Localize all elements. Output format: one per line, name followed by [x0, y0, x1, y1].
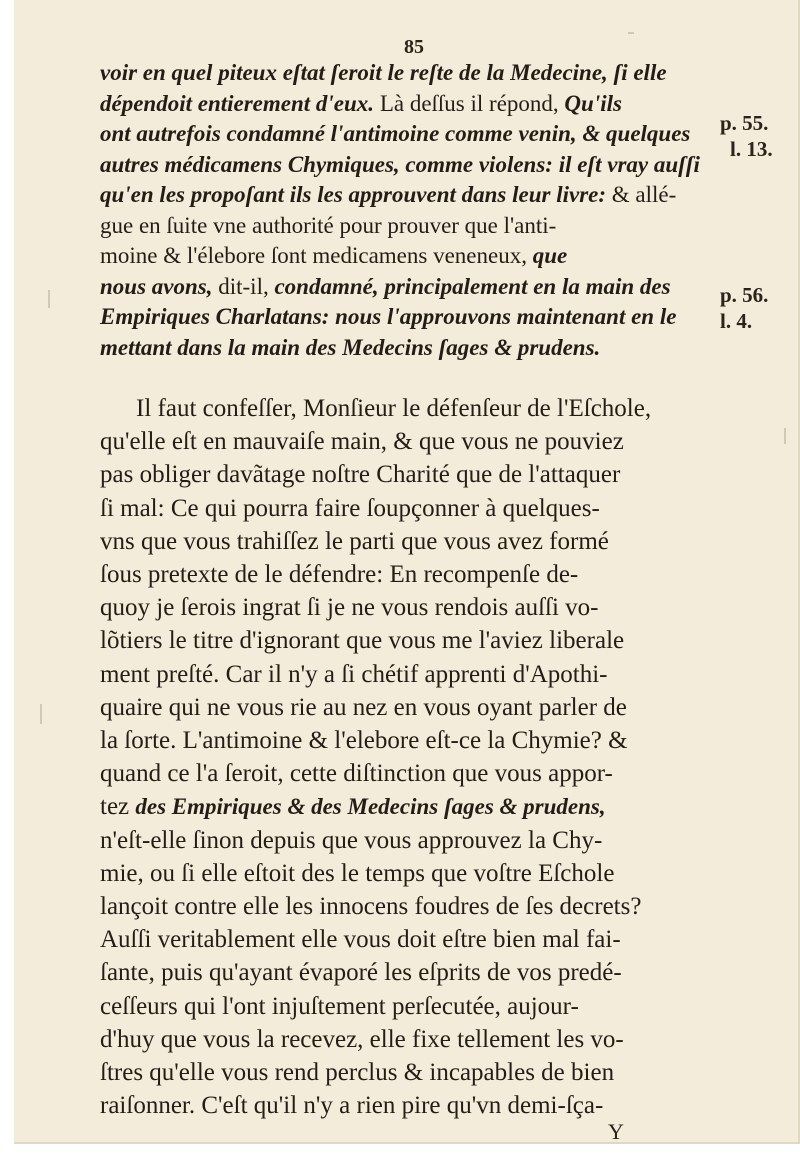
quote-fragment: dépendoit entierement d'eux. [100, 90, 375, 116]
quote-line: autres médicamens Chymiques, comme violens: il eſt vray auſſi [100, 151, 700, 177]
book-page [14, 0, 800, 1144]
body-line: quand ce l'a ſeroit, cette diſtinction que vous appor- [100, 760, 613, 788]
body-paragraph [100, 392, 730, 1122]
body-fragment: tez [100, 793, 136, 821]
body-line [100, 790, 730, 823]
quote-fragment: qu'en les propoſant ils les approuvent dans leur livre: [100, 182, 607, 207]
body-line: ſtres qu'elle vous rend perclus & incapables de bien [100, 1059, 615, 1087]
ink-speck [784, 428, 786, 444]
quote-line: mettant dans la main des Medecins ſages & prudens. [100, 334, 601, 360]
quote-line: ont autrefois condamné l'antimoine comme venin, & quelques [100, 121, 691, 146]
quote-line [100, 241, 730, 272]
signature-mark: Y [608, 1119, 624, 1144]
body-line: ceſſeurs qui l'ont injuſtement perſecutée, aujour- [100, 992, 579, 1020]
body-line: lançoit contre elle les innocens foudres de ſes decrets? [100, 893, 642, 921]
body-line: qu'elle eſt en mauvaiſe main, & que vous ne pouviez [100, 428, 624, 456]
quote-fragment: & allé- [606, 182, 677, 207]
quote-fragment: moine & l'élebore ſont medicamens veneneux, [100, 243, 533, 268]
quote-line [100, 272, 730, 303]
quote-line: Empiriques Charlatans: nous l'approuvons maintenant en le [100, 304, 677, 329]
body-line: lõtiers le titre d'ignorant que vous me l'aviez liberale [100, 627, 625, 655]
quote-fragment: Là deſſus il répond, [374, 90, 565, 116]
quote-line [100, 180, 730, 211]
margin-note-page-ref: p. 56. [720, 283, 769, 307]
body-fragment: des Empiriques & des Medecins ſages & prudens, [135, 794, 606, 820]
quote-line [100, 89, 730, 120]
body-line: Auſſi veritablement elle vous doit eſtre bien mal fai- [100, 926, 621, 954]
quote-fragment: condamné, principalement en la main des [274, 273, 671, 299]
margin-note-line-ref: l. 13. [730, 137, 773, 161]
quote-fragment: que [532, 243, 568, 268]
quote-fragment: dit-il, [212, 273, 275, 299]
body-line: la ſorte. L'antimoine & l'elebore eſt-ce la Chymie? & [100, 727, 628, 755]
body-line: quoy je ſerois ingrat ſi je ne vous rendois auſſi vo- [100, 594, 599, 622]
margin-note-line-ref: l. 4. [720, 309, 753, 333]
ink-speck [48, 290, 50, 308]
body-line: mie, ou ſi elle eſtoit des le temps que voſtre Eſchole [100, 859, 615, 887]
ink-speck [628, 32, 634, 34]
quote-fragment: Qu'ils [564, 90, 622, 116]
margin-note-page-ref: p. 55. [720, 111, 769, 135]
page-number: 85 [404, 36, 424, 58]
body-line: vns que vous trahiſſez le parti que vous avez formé [100, 527, 609, 555]
body-line: raiſonner. C'eſt qu'il n'y a rien pire qu'vn demi-ſça- [100, 1092, 604, 1120]
body-line: quaire qui ne vous rie au nez en vous oyant parler de [100, 693, 627, 721]
body-line: d'huy que vous la recevez, elle fixe tellement les vo- [100, 1025, 624, 1053]
body-line: n'eſt-elle ſinon depuis que vous approuvez la Chy- [100, 826, 603, 854]
body-line: Il faut confeſſer, Monſieur le défenſeur de l'Eſchole, [136, 395, 652, 422]
body-line: ment preſté. Car il n'y a ſi chétif apprenti d'Apothi- [100, 660, 608, 688]
quote-line: voir en quel piteux eſtat ſeroit le reſte de la Medecine, ſi elle [100, 60, 667, 85]
body-line: ſante, puis qu'ayant évaporé les eſprits de vos predé- [100, 959, 622, 987]
body-line: pas obliger davãtage noſtre Charité que de l'attaquer [100, 461, 621, 489]
quote-line: gue en ſuite vne authorité pour prouver que l'anti- [100, 212, 557, 238]
quote-fragment: nous avons, [100, 273, 213, 299]
ink-speck [40, 704, 42, 724]
body-line: ſous pretexte de le défendre: En recompenſe de- [100, 561, 579, 589]
body-line: ſi mal: Ce qui pourra faire ſoupçonner à quelques- [100, 494, 600, 522]
quoted-passage [100, 58, 730, 363]
